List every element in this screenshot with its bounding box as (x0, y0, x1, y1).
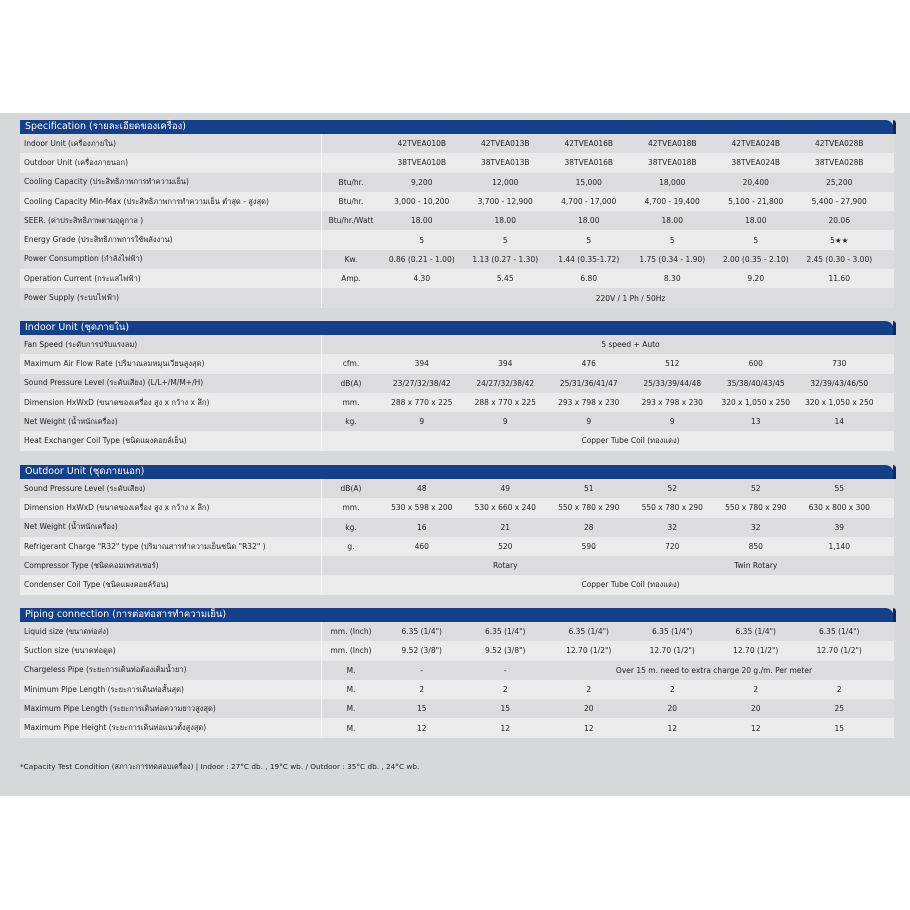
cell-value: 6.35 (1/4") (401, 627, 442, 637)
cell-value: 1.44 (0.35-1.72) (558, 254, 620, 264)
cell-value: 28 (583, 522, 594, 532)
piping-section (20, 608, 894, 738)
cell-value: 15 (500, 704, 511, 714)
cell-value: 12 (750, 723, 761, 733)
row-label: Net Weight (น้ำหนักเครื่อง) (24, 416, 118, 426)
row-unit (321, 335, 380, 354)
cell-value: 25/33/39/44/48 (643, 378, 702, 388)
cell-value: 12 (583, 723, 594, 733)
cell-value: 48 (416, 484, 427, 494)
cell-value: 730 (832, 359, 847, 369)
cell-value: 38TVEA018B (647, 158, 697, 168)
row-unit: mm. (321, 393, 380, 412)
row-unit (321, 288, 380, 307)
cell-value: 9.52 (3/8") (401, 646, 442, 656)
row-label: Condenser Coil Type (ชนิดแผงคอยล์ร้อน) (24, 580, 169, 590)
cell-value: 12.70 (1/2") (733, 646, 779, 656)
outdoor-unit-rows (20, 479, 894, 595)
cell-value: 9,200 (411, 177, 433, 187)
table-row (20, 622, 894, 641)
cell-value: 5,100 - 21,800 (728, 197, 784, 207)
cell-value: 3,700 - 12,900 (477, 197, 533, 207)
cell-value: 1,140 (828, 542, 850, 552)
cell-value: 32/39/43/46/50 (810, 378, 869, 388)
cell-value: 38TVEA016B (564, 158, 614, 168)
row-unit (321, 134, 380, 153)
merged-cell: Rotary (492, 561, 518, 571)
indoor-unit-section (20, 321, 894, 451)
cell-value: 13 (750, 417, 761, 427)
cell-value: 6.35 (1/4") (652, 627, 693, 637)
row-label: Cooling Capacity Min-Max (ประสิทธิภาพการทำความเย็น ต่ำสุด - สูงสุด) (24, 196, 269, 206)
row-label: Operation Current (กระแสไฟฟ้า) (24, 273, 141, 283)
cell-value: 8.30 (663, 274, 681, 284)
table-row (20, 680, 894, 699)
table-row (20, 431, 894, 450)
row-label: Minimum Pipe Length (ระยะการเดินท่อสั้นสุด) (24, 684, 184, 694)
cell-value: 20 (667, 704, 678, 714)
cell-value: 550 x 780 x 290 (641, 503, 703, 513)
table-row (20, 518, 894, 537)
table-row (20, 173, 894, 192)
merged-cell: Copper Tube Coil (ทองแดง) (581, 436, 680, 446)
row-unit (321, 556, 380, 575)
cell-value: 5,400 - 27,900 (811, 197, 867, 207)
cell-value: 600 (748, 359, 763, 369)
cell-value: 49 (500, 484, 511, 494)
cell-value: 3,000 - 10,200 (394, 197, 450, 207)
cell-value: 590 (581, 542, 596, 552)
row-label: Outdoor Unit (เครื่องภายนอก) (24, 157, 129, 167)
cell-value: 18,000 (659, 177, 686, 187)
cell-value: - (420, 665, 424, 675)
table-row (20, 354, 894, 373)
cell-value: 32 (667, 522, 678, 532)
cell-value: 293 x 798 x 230 (558, 398, 620, 408)
row-label: Chargeless Pipe (ระยะการเดินท่อต้องเติมน้ำยา) (24, 665, 187, 675)
outdoor-unit-header: Outdoor Unit (ชุดภายนอก) (20, 465, 894, 479)
merged-cell: 220V / 1 Ph / 50Hz (595, 293, 666, 303)
cell-value: 25 (834, 704, 845, 714)
row-unit: kg. (321, 518, 380, 537)
specification-header: Specification (รายละเอียดของเครื่อง) (20, 120, 894, 134)
cell-value: 20 (750, 704, 761, 714)
table-row (20, 153, 894, 172)
cell-value: 39 (834, 522, 845, 532)
cell-value: 5.45 (496, 274, 514, 284)
cell-value: 2.00 (0.35 - 2.10) (722, 254, 789, 264)
cell-value: 512 (665, 359, 680, 369)
row-label: Cooling Capacity (ประสิทธิภาพการทำความเย็น) (24, 177, 189, 187)
cell-value: 9 (586, 417, 592, 427)
cell-value: 460 (414, 542, 429, 552)
merged-cell: Twin Rotary (734, 561, 778, 571)
cell-value: 14 (834, 417, 845, 427)
cell-value: 21 (500, 522, 511, 532)
cell-value: 530 x 660 x 240 (474, 503, 536, 513)
cell-value: 38TVEA028B (814, 158, 864, 168)
cell-value: 4,700 - 17,000 (561, 197, 617, 207)
row-label: Dimension HxWxD (ขนาดของเครื่อง สูง x กว้าง x ลึก) (24, 502, 210, 512)
indoor-unit-rows (20, 335, 894, 451)
row-unit: mm. (Inch) (321, 641, 380, 660)
table-row (20, 661, 894, 680)
row-unit: kg. (321, 412, 380, 431)
cell-value: 530 x 598 x 200 (391, 503, 453, 513)
cell-value: 4,700 - 19,400 (644, 197, 700, 207)
cell-value: 18.00 (494, 216, 516, 226)
row-unit: M. (321, 680, 380, 699)
row-unit (321, 575, 380, 594)
cell-value: 5 (502, 235, 508, 245)
merged-cell: Copper Tube Coil (ทองแดง) (581, 580, 680, 590)
table-row (20, 498, 894, 517)
row-label: Maximum Air Flow Rate (ปริมาณลมหมุนเวียนสูงสุด) (24, 358, 205, 368)
cell-value: 9.52 (3/8") (485, 646, 526, 656)
cell-value: 293 x 798 x 230 (641, 398, 703, 408)
cell-value: 25/31/36/41/47 (559, 378, 618, 388)
row-label: Maximum Pipe Height (ระยะการเดินท่อแนวตั้งสูงสุด) (24, 723, 207, 733)
cell-value: 2 (502, 685, 508, 695)
cell-value: 23/27/32/38/42 (392, 378, 451, 388)
cell-value: 42TVEA024B (731, 139, 781, 149)
cell-value: 52 (667, 484, 678, 494)
cell-value: 15 (834, 723, 845, 733)
merged-cell: Over 15 m. need to extra charge 20 g./m. Per meter (615, 665, 813, 675)
row-unit: M. (321, 699, 380, 718)
cell-value: 42TVEA018B (647, 139, 697, 149)
table-row (20, 288, 894, 307)
cell-value: 2 (419, 685, 425, 695)
table-row (20, 718, 894, 737)
table-row (20, 134, 894, 153)
specification-rows (20, 134, 894, 308)
cell-value: 6.80 (580, 274, 598, 284)
row-unit: Btu/hr. (321, 192, 380, 211)
row-unit (321, 431, 380, 450)
table-row (20, 641, 894, 660)
row-label: Compressor Type (ชนิดคอมเพรสเซอร์) (24, 560, 159, 570)
cell-value: 320 x 1,050 x 250 (804, 398, 874, 408)
row-label: Energy Grade (ประสิทธิภาพการใช้พลังงาน) (24, 235, 173, 245)
cell-value: 12 (416, 723, 427, 733)
table-row (20, 335, 894, 354)
cell-value: 11.60 (828, 274, 850, 284)
cell-value: 32 (750, 522, 761, 532)
table-row (20, 393, 894, 412)
row-label: Refrigerant Charge "R32" type (ปริมาณสารทำความเย็นชนิด "R32" ) (24, 541, 266, 551)
cell-value: 394 (498, 359, 513, 369)
table-row (20, 699, 894, 718)
row-label: Sound Pressure Level (ระดับเสียง) (L/L+/M/M+/H) (24, 378, 204, 388)
cell-value: 1.75 (0.34 - 1.90) (639, 254, 706, 264)
cell-value: 42TVEA013B (480, 139, 530, 149)
row-label: Indoor Unit (เครื่องภายใน) (24, 138, 116, 148)
cell-value: 12.70 (1/2") (566, 646, 612, 656)
cell-value: 20 (583, 704, 594, 714)
cell-value: 550 x 780 x 290 (558, 503, 620, 513)
row-unit: M. (321, 718, 380, 737)
row-unit: Btu/hr. (321, 173, 380, 192)
cell-value: - (503, 665, 507, 675)
merged-cell: 5 speed + Auto (601, 340, 660, 350)
table-row (20, 479, 894, 498)
table-row (20, 412, 894, 431)
cell-value: 16 (416, 522, 427, 532)
row-label: Fan Speed (ระดับการปรับแรงลม) (24, 339, 138, 349)
cell-value: 51 (583, 484, 594, 494)
cell-value: 24/27/32/38/42 (476, 378, 535, 388)
row-unit: cfm. (321, 354, 380, 373)
cell-value: 2 (586, 685, 592, 695)
cell-value: 5 (753, 235, 759, 245)
table-row (20, 230, 894, 249)
table-row (20, 211, 894, 230)
cell-value: 5 (669, 235, 675, 245)
cell-value: 12.70 (1/2") (816, 646, 862, 656)
cell-value: 2 (836, 685, 842, 695)
cell-value: 42TVEA010B (397, 139, 447, 149)
cell-value: 20.06 (828, 216, 850, 226)
cell-value: 2 (753, 685, 759, 695)
row-label: Net Weight (น้ำหนักเครื่อง) (24, 522, 118, 532)
cell-value: 1.13 (0.27 - 1.30) (472, 254, 539, 264)
cell-value: 20,400 (742, 177, 769, 187)
row-unit: g. (321, 537, 380, 556)
row-label: Power Supply (ระบบไฟฟ้า) (24, 293, 120, 303)
specification-section (20, 120, 894, 308)
cell-value: 52 (750, 484, 761, 494)
cell-value: 42TVEA028B (814, 139, 864, 149)
cell-value: 12 (667, 723, 678, 733)
cell-value: 5★★ (830, 235, 849, 245)
piping-rows (20, 622, 894, 738)
cell-value: 38TVEA013B (480, 158, 530, 168)
cell-value: 18.00 (661, 216, 683, 226)
row-label: Maximum Pipe Length (ระยะการเดินท่อความยาวสูงสุด) (24, 703, 216, 713)
cell-value: 35/38/40/43/45 (726, 378, 785, 388)
table-row (20, 556, 894, 575)
row-label: Dimension HxWxD (ขนาดของเครื่อง สูง x กว้าง x ลึก) (24, 397, 210, 407)
cell-value: 42TVEA016B (564, 139, 614, 149)
cell-value: 5 (586, 235, 592, 245)
cell-value: 25,200 (826, 177, 853, 187)
cell-value: 0.86 (0.21 - 1.00) (388, 254, 455, 264)
cell-value: 12,000 (492, 177, 519, 187)
row-label: Sound Pressure Level (ระดับเสียง) (24, 483, 146, 493)
cell-value: 2 (669, 685, 675, 695)
cell-value: 55 (834, 484, 845, 494)
indoor-unit-header: Indoor Unit (ชุดภายใน) (20, 321, 894, 335)
row-unit (321, 153, 380, 172)
cell-value: 12 (500, 723, 511, 733)
table-row (20, 192, 894, 211)
cell-value: 550 x 780 x 290 (725, 503, 787, 513)
cell-value: 2.45 (0.30 - 3.00) (806, 254, 873, 264)
row-unit: dB(A) (321, 479, 380, 498)
cell-value: 6.35 (1/4") (568, 627, 609, 637)
cell-value: 6.35 (1/4") (485, 627, 526, 637)
row-unit: mm. (Inch) (321, 622, 380, 641)
cell-value: 9 (502, 417, 508, 427)
footnote: *Capacity Test Condition (สภาวะการทดสอบเครื่อง) | Indoor : 27°C db. , 19°C wb. / Outdoor : 35°C db. , 24°C wb. (20, 762, 420, 771)
cell-value: 18.00 (578, 216, 600, 226)
cell-value: 6.35 (1/4") (819, 627, 860, 637)
cell-value: 320 x 1,050 x 250 (721, 398, 790, 408)
cell-value: 12.70 (1/2") (649, 646, 695, 656)
cell-value: 288 x 770 x 225 (391, 398, 453, 408)
row-label: SEER. (ค่าประสิทธิภาพตามฤดูกาล ) (24, 215, 144, 225)
row-unit: Kw. (321, 250, 380, 269)
row-label: Heat Exchanger Coil Type (ชนิดแผงคอยล์เย็น) (24, 436, 187, 446)
outdoor-unit-section (20, 465, 894, 595)
cell-value: 288 x 770 x 225 (474, 398, 536, 408)
table-row (20, 374, 894, 393)
table-row (20, 250, 894, 269)
row-label: Liquid size (ขนาดท่อส่ง) (24, 626, 109, 636)
cell-value: 850 (748, 542, 763, 552)
row-unit: Amp. (321, 269, 380, 288)
table-row (20, 269, 894, 288)
cell-value: 38TVEA024B (731, 158, 781, 168)
row-unit: Btu/hr./Watt (321, 211, 380, 230)
table-row (20, 575, 894, 594)
cell-value: 394 (414, 359, 429, 369)
cell-value: 5 (419, 235, 425, 245)
cell-value: 9.20 (747, 274, 765, 284)
cell-value: 15,000 (575, 177, 602, 187)
row-unit (321, 230, 380, 249)
cell-value: 9 (669, 417, 675, 427)
cell-value: 630 x 800 x 300 (808, 503, 870, 513)
cell-value: 4.30 (413, 274, 431, 284)
cell-value: 476 (581, 359, 596, 369)
piping-header: Piping connection (การต่อท่อสารทำความเย็น) (20, 608, 894, 622)
row-label: Power Consumption (กำลังไฟฟ้า) (24, 254, 143, 264)
row-unit: mm. (321, 498, 380, 517)
row-unit: M. (321, 661, 380, 680)
row-label: Suction size (ขนาดท่อดูด) (24, 645, 116, 655)
row-unit: dB(A) (321, 374, 380, 393)
cell-value: 18.00 (411, 216, 433, 226)
cell-value: 9 (419, 417, 425, 427)
cell-value: 18.00 (745, 216, 767, 226)
cell-value: 15 (416, 704, 427, 714)
cell-value: 520 (498, 542, 513, 552)
cell-value: 720 (665, 542, 680, 552)
cell-value: 6.35 (1/4") (735, 627, 776, 637)
cell-value: 38TVEA010B (397, 158, 447, 168)
table-row (20, 537, 894, 556)
